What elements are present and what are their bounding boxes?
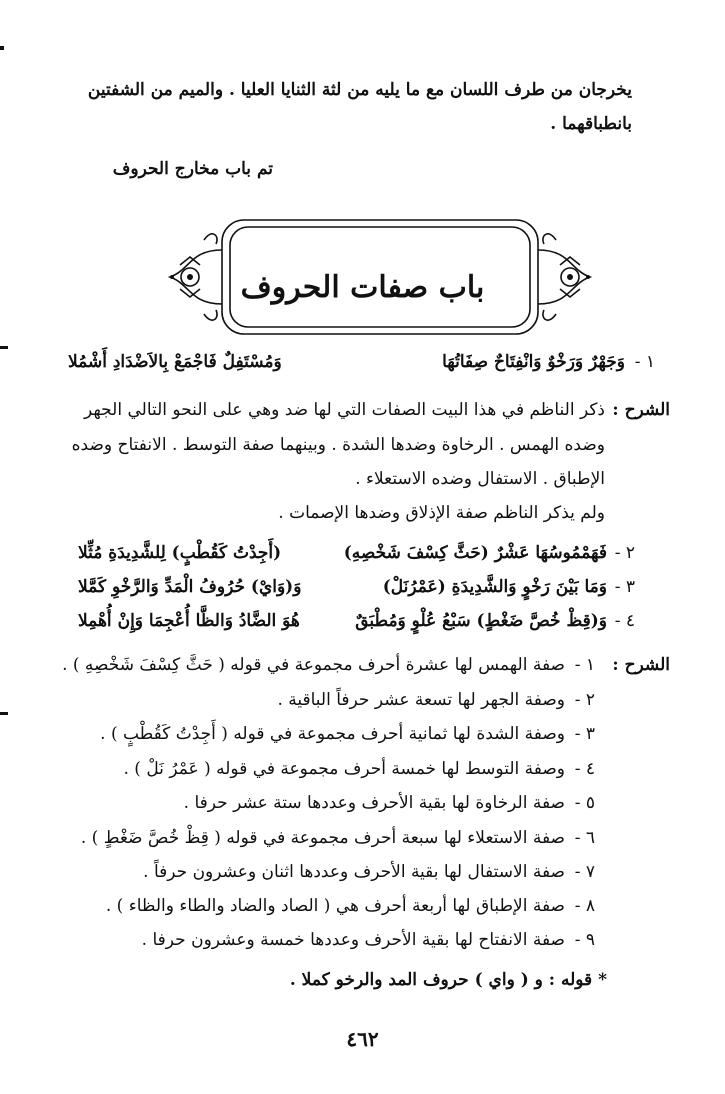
note-line: * قوله : و ( واي ) حروف المد والرخو كملا . <box>289 970 607 990</box>
margin-mark <box>0 346 8 349</box>
sharh-item-number: ٦ - <box>574 828 595 848</box>
sharh-line: ذكر الناظم في هذا البيت الصفات التي لها ضد وهي على النحو التالي الجهر <box>83 400 605 420</box>
sharh-label: الشرح : <box>612 655 670 675</box>
sharh-item-number: ٤ - <box>574 759 595 779</box>
verse-hemistich-left: وَمُسْتَفِلٌ فَاجْمَعْ بِالاَضْدَادِ أَشْمُلا <box>68 352 282 372</box>
verse-number: ٣ - <box>614 577 635 597</box>
verse-number: ١ - <box>634 352 655 372</box>
sharh-item-text: صفة الهمس لها عشرة أحرف مجموعة في قوله ( حَثَّ كِسْفَ شَخْصِهِ ) . <box>62 655 565 675</box>
verse-hemistich-right: وَمَا بَيْنَ رَخْوٍ وَالشَّدِيدَةِ (عَمْرُنَلْ) <box>382 577 607 597</box>
chapter-closing: تم باب مخارج الحروف <box>112 159 273 179</box>
sharh-line: الإطباق . الاستفال وضده الاستعلاء . <box>355 469 605 489</box>
sharh-item-number: ٨ - <box>574 896 595 916</box>
chapter-title: باب صفات الحروف <box>240 270 485 305</box>
sharh-label: الشرح : <box>612 400 670 420</box>
sharh-item-number: ٩ - <box>574 930 595 950</box>
verse-number: ٤ - <box>614 611 635 631</box>
sharh-item-number: ٧ - <box>574 862 595 882</box>
page-number: ٤٦٢ <box>346 1027 379 1051</box>
sharh-line: ولم يذكر الناظم صفة الإذلاق وضدها الإصمات . <box>278 503 605 523</box>
sharh-item-text: وصفة الشدة لها ثمانية أحرف مجموعة في قوله ( أَجِدْتُ كَقُطْبٍ ) . <box>100 724 565 744</box>
sharh-item-text: صفة الرخاوة لها بقية الأحرف وعددها ستة عشر حرفا . <box>183 793 565 813</box>
sharh-item-text: صفة الاستفال لها بقية الأحرف وعددها اثنان وعشرون حرفاً . <box>143 862 565 882</box>
sharh-item-text: صفة الانفتاح لها بقية الأحرف وعددها خمسة وعشرون حرفا . <box>141 930 565 950</box>
sharh-item-number: ٥ - <box>574 793 595 813</box>
sharh-item-number: ٣ - <box>574 724 595 744</box>
sharh-item-number: ٢ - <box>574 690 595 710</box>
intro-line-2: بانطباقهما . <box>550 114 632 134</box>
sharh-item-number: ١ - <box>574 655 595 675</box>
margin-mark <box>0 46 4 50</box>
verse-hemistich-right: وَجَهْرٌ وَرَخْوٌ وَانْفِتَاحٌ صِفَاتُهَا <box>442 352 625 372</box>
verse-hemistich-right: وَ(قِظْ خُصَّ ضَغْطٍ) سَبْعُ عُلْوٍ وَمُطْبَقٌ <box>355 611 607 631</box>
verse-hemistich-left: هُوَ الضَّادُ وَالظَّا أُعْجِمَا وَإِنْ أُهْمِلا <box>78 611 300 631</box>
verse-hemistich-right: فَهَمْمُوسُهَا عَشْرٌ (حَثَّ كِسْفَ شَخْصِهِ) <box>343 543 607 563</box>
intro-line-1: يخرجان من طرف اللسان مع ما يليه من لثة الثنايا العليا . والميم من الشفتين <box>87 80 632 100</box>
sharh-item-text: صفة الإطباق لها أربعة أحرف هي ( الصاد والضاد والطاء والظاء ) . <box>105 896 565 916</box>
sharh-item-text: وصفة التوسط لها خمسة أحرف مجموعة في قوله ( عَمْرُ نَلْ ) . <box>123 759 565 779</box>
verse-number: ٢ - <box>614 543 635 563</box>
verse-hemistich-left: (أَجِدْتُ كَقُطْبٍ) لِلشَّدِيدَةِ مُثِّلا <box>78 543 282 563</box>
sharh-line: وضده الهمس . الرخاوة وضدها الشدة . وبينهما صفة التوسط . الانفتاح وضده <box>71 435 605 455</box>
sharh-item-text: صفة الاستعلاء لها سبعة أحرف مجموعة في قوله ( قِظْ خُصَّ ضَغْطٍ ) . <box>80 828 565 848</box>
sharh-item-text: وصفة الجهر لها تسعة عشر حرفاً الباقية . <box>277 690 565 710</box>
verse-hemistich-left: وَ(وَايْ) حُرُوفُ الْمَدِّ وَالرَّخْوِ كَمَّلا <box>78 577 302 597</box>
margin-mark <box>0 712 8 715</box>
